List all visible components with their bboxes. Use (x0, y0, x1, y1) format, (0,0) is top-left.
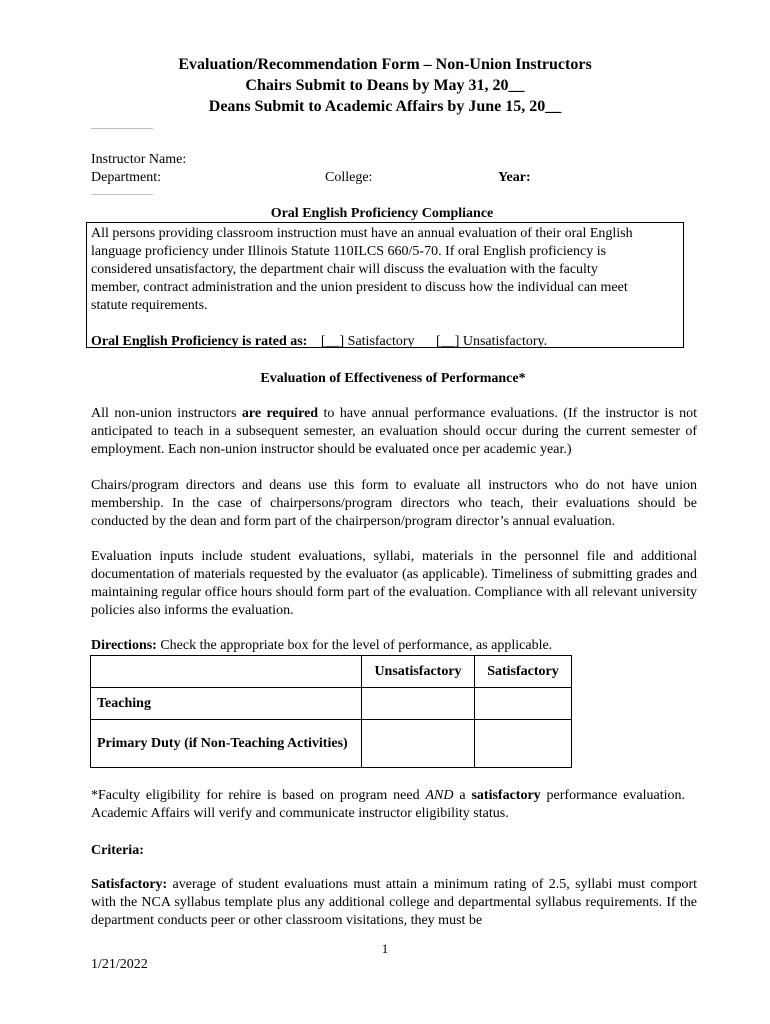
oral-line-4: member, contract administration and the union president to discuss how the individual can meet (91, 280, 628, 295)
paragraph-required (91, 405, 697, 459)
footnote-eligibility (91, 787, 685, 823)
p1-text-b: to have annual performance evaluations. (If the instructor is not anticipated to teach in a subsequent semester, an evaluation should occur during the current semester of employment. Each non-union instructor should be evaluated once per academic year.) (91, 406, 698, 457)
college-label: College: (325, 170, 373, 185)
teaching-unsatisfactory-cell[interactable] (362, 688, 475, 720)
oral-line-1: All persons providing classroom instruction must have an annual evaluation of their oral English (91, 226, 633, 241)
footer-date: 1/21/2022 (91, 957, 148, 972)
oral-satisfactory-option[interactable]: [__] Satisfactory (320, 334, 415, 349)
criteria-satisfactory (91, 876, 697, 930)
row-label-primary-duty: Primary Duty (if Non-Teaching Activities) (91, 720, 362, 768)
table-header-blank (91, 656, 362, 688)
department-label: Department: (91, 170, 161, 185)
table-row-primary-duty (91, 720, 572, 768)
footnote-text-c: performance evaluation. Academic Affairs will verify and communicate instructor eligibility status. (91, 788, 685, 821)
oral-english-text (91, 225, 681, 315)
column-satisfactory: Satisfactory (475, 656, 572, 688)
p1-bold-required: are required (241, 406, 319, 421)
separator-top (91, 128, 153, 129)
oral-rating-row (91, 333, 547, 351)
oral-rating-label: Oral English Proficiency is rated as: (91, 334, 308, 349)
oral-line-2: language proficiency under Illinois Statute 110ILCS 660/5-70. If oral English proficiency is (91, 244, 607, 259)
directions-text: Check the appropriate box for the level of performance, as applicable. (156, 638, 553, 653)
table-row-teaching (91, 688, 572, 720)
form-title: Evaluation/Recommendation Form – Non-Union Instructors (178, 56, 592, 73)
oral-line-5: statute requirements. (91, 298, 208, 313)
year-label: Year: (498, 170, 531, 185)
separator-bottom (91, 194, 153, 195)
p1-text-a: All non-union instructors (91, 406, 242, 421)
footnote-satisfactory: satisfactory (471, 788, 541, 803)
primary-duty-satisfactory-cell[interactable] (475, 720, 572, 768)
criteria-satisfactory-label: Satisfactory: (91, 877, 168, 892)
page-number: 1 (381, 941, 389, 956)
paragraph-chairs: Chairs/program directors and deans use this form to evaluate all instructors who do not have union membership. In the case of chairpersons/program directors who teach, their evaluations should be conducted by the dean and form part of the chairperson/program director’s annual evaluation. (91, 478, 697, 529)
footnote-text-b: a (453, 788, 472, 803)
oral-unsatisfactory-option[interactable]: [__] Unsatisfactory. (436, 334, 548, 349)
column-unsatisfactory: Unsatisfactory (362, 656, 475, 688)
oral-english-box (86, 222, 684, 348)
performance-table (90, 655, 572, 768)
primary-duty-unsatisfactory-cell[interactable] (362, 720, 475, 768)
instructor-name-label: Instructor Name: (91, 152, 187, 167)
footnote-and: AND (425, 788, 454, 803)
effectiveness-heading: Evaluation of Effectiveness of Performance* (260, 371, 526, 386)
directions (91, 637, 552, 655)
criteria-satisfactory-text: average of student evaluations must attain a minimum rating of 2.5, syllabi must comport with the NCA syllabus template plus any additional college and departmental syllabus requirements. If the department conducts peer or other classroom visitations, they must be (91, 877, 697, 928)
footnote-text-a: *Faculty eligibility for rehire is based on program need (91, 788, 426, 803)
row-label-teaching: Teaching (91, 688, 362, 720)
oral-english-heading: Oral English Proficiency Compliance (270, 206, 494, 221)
directions-label: Directions: (91, 638, 157, 653)
oral-line-3: considered unsatisfactory, the department chair will discuss the evaluation with the faculty (91, 262, 598, 277)
table-header-row (91, 656, 572, 688)
teaching-satisfactory-cell[interactable] (475, 688, 572, 720)
deans-deadline: Deans Submit to Academic Affairs by June 15, 20__ (208, 98, 562, 115)
paragraph-inputs: Evaluation inputs include student evaluations, syllabi, materials in the personnel file and additional documentation of materials requested by the evaluator (as applicable). Timeliness of submitting grades and maintaining regular office hours should form part of the evaluation. Compliance with all relevant university policies also informs the evaluation. (91, 549, 697, 618)
criteria-heading: Criteria: (91, 843, 144, 858)
chairs-deadline: Chairs Submit to Deans by May 31, 20__ (245, 77, 525, 94)
